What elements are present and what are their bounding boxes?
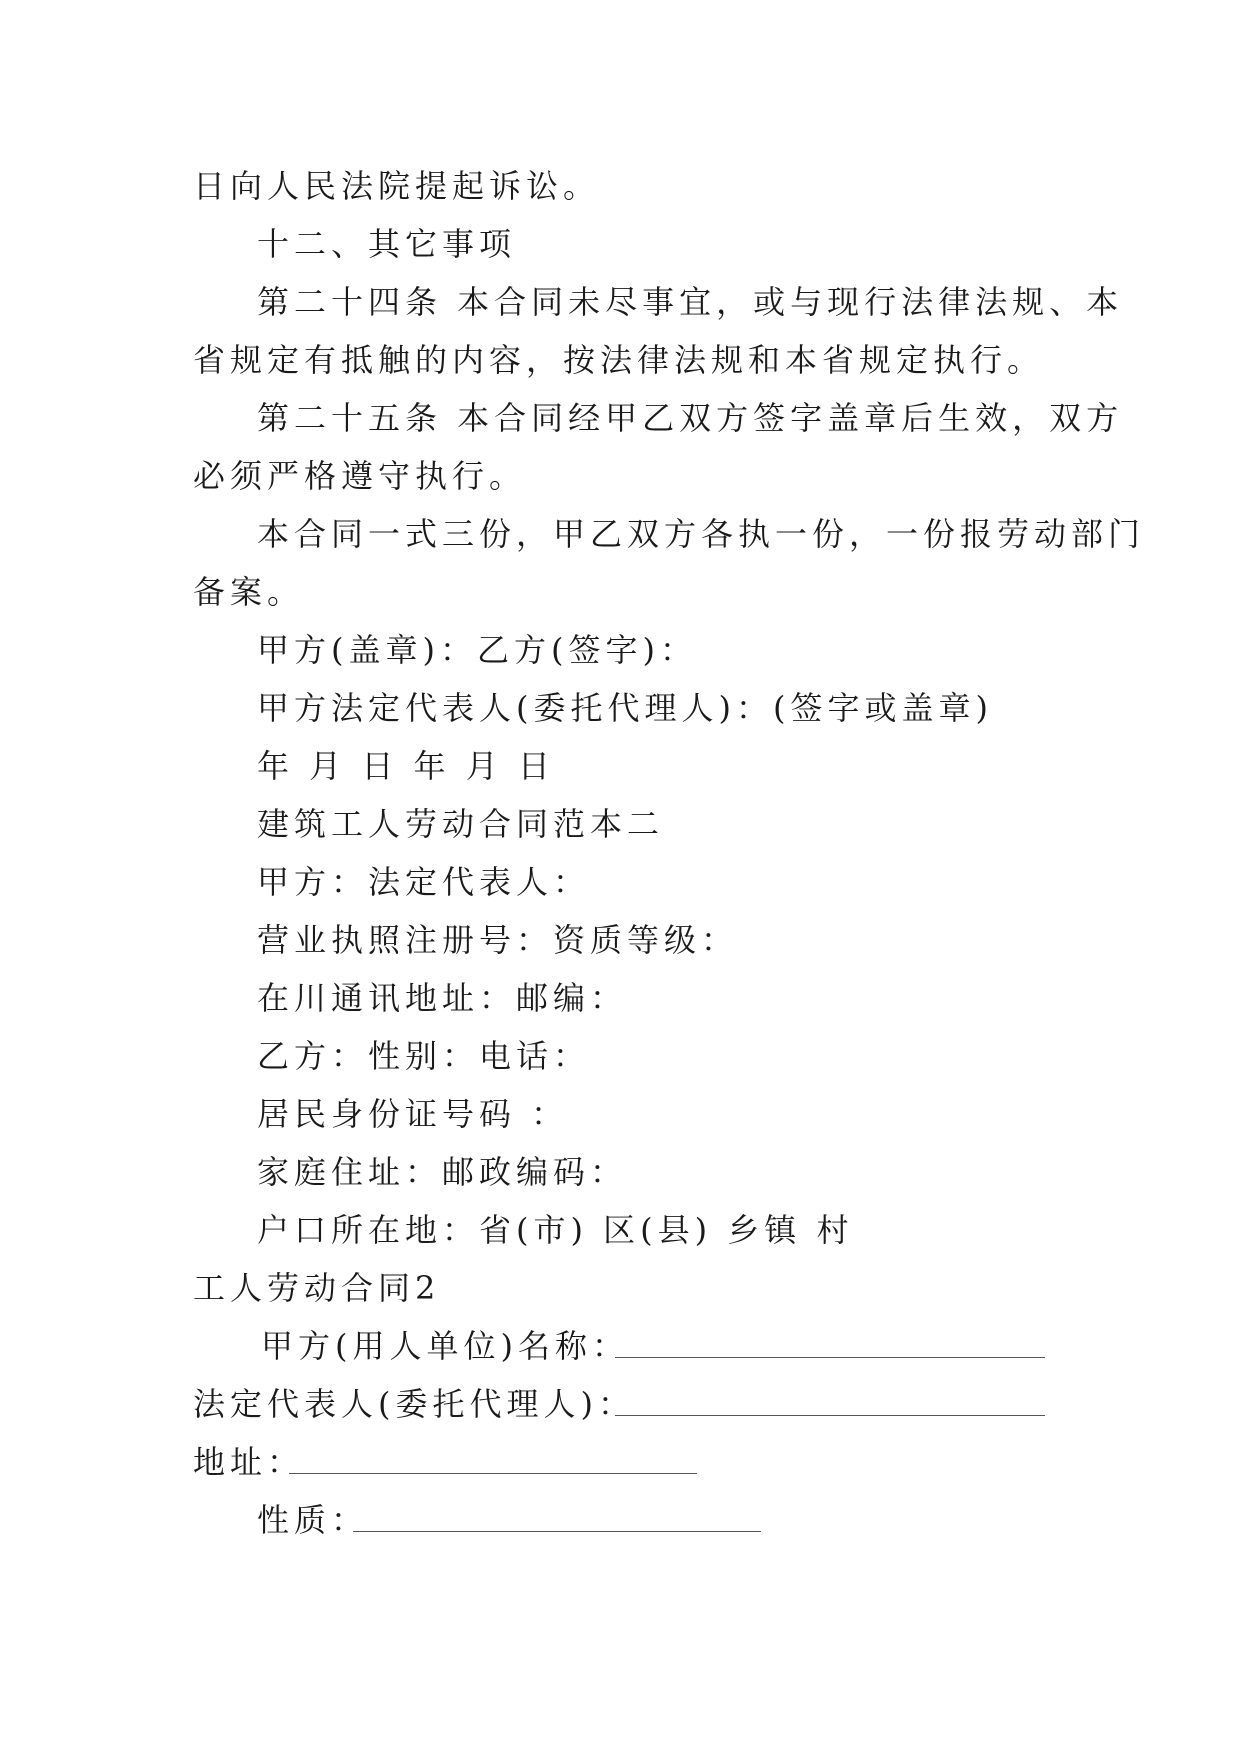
nature-label: 性质： [257,1501,369,1539]
party-b-line: 乙方：性别：电话： [257,1037,591,1075]
employer-name-blank [615,1357,1045,1358]
employer-name-label: 甲方(用人单位)名称： [261,1327,629,1365]
address-line: 在川通讯地址：邮编： [257,979,628,1017]
article-24-line-1: 第二十四条 本合同未尽事宜，或与现行法律法规、本 [257,283,1124,321]
address-label: 地址： [193,1443,305,1481]
date-line: 年 月 日 年 月 日 [257,747,555,785]
copies-line-1: 本合同一式三份，甲乙双方各执一份，一份报劳动部门 [257,515,1146,553]
license-line: 营业执照注册号：资质等级： [257,921,739,959]
article-25-line-2: 必须严格遵守执行。 [193,457,527,495]
nature-blank [353,1531,761,1532]
party-a-line: 甲方：法定代表人： [257,863,591,901]
legal-rep-label: 法定代表人(委托代理人)： [193,1385,635,1423]
legal-rep-blank [615,1415,1045,1416]
signature-line: 甲方(盖章)：乙方(签字)： [257,631,697,669]
article-25-line-1: 第二十五条 本合同经甲乙双方签字盖章后生效，双方 [257,399,1124,437]
template-title: 建筑工人劳动合同范本二 [257,805,665,843]
home-address-line: 家庭住址：邮政编码： [257,1153,628,1191]
id-number-line: 居民身份证号码 ： [257,1095,569,1133]
paragraph-line: 日向人民法院提起诉讼。 [193,167,601,205]
article-24-line-2: 省规定有抵触的内容，按法律法规和本省规定执行。 [193,341,1045,379]
contract-2-title: 工人劳动合同2 [193,1269,441,1307]
address-blank [289,1473,697,1474]
copies-line-2: 备案。 [193,573,305,611]
hukou-line: 户口所在地：省(市) 区(县) 乡镇 村 [257,1211,854,1249]
section-heading: 十二、其它事项 [257,225,517,263]
representative-line: 甲方法定代表人(委托代理人)：(签字或盖章) [257,689,993,727]
